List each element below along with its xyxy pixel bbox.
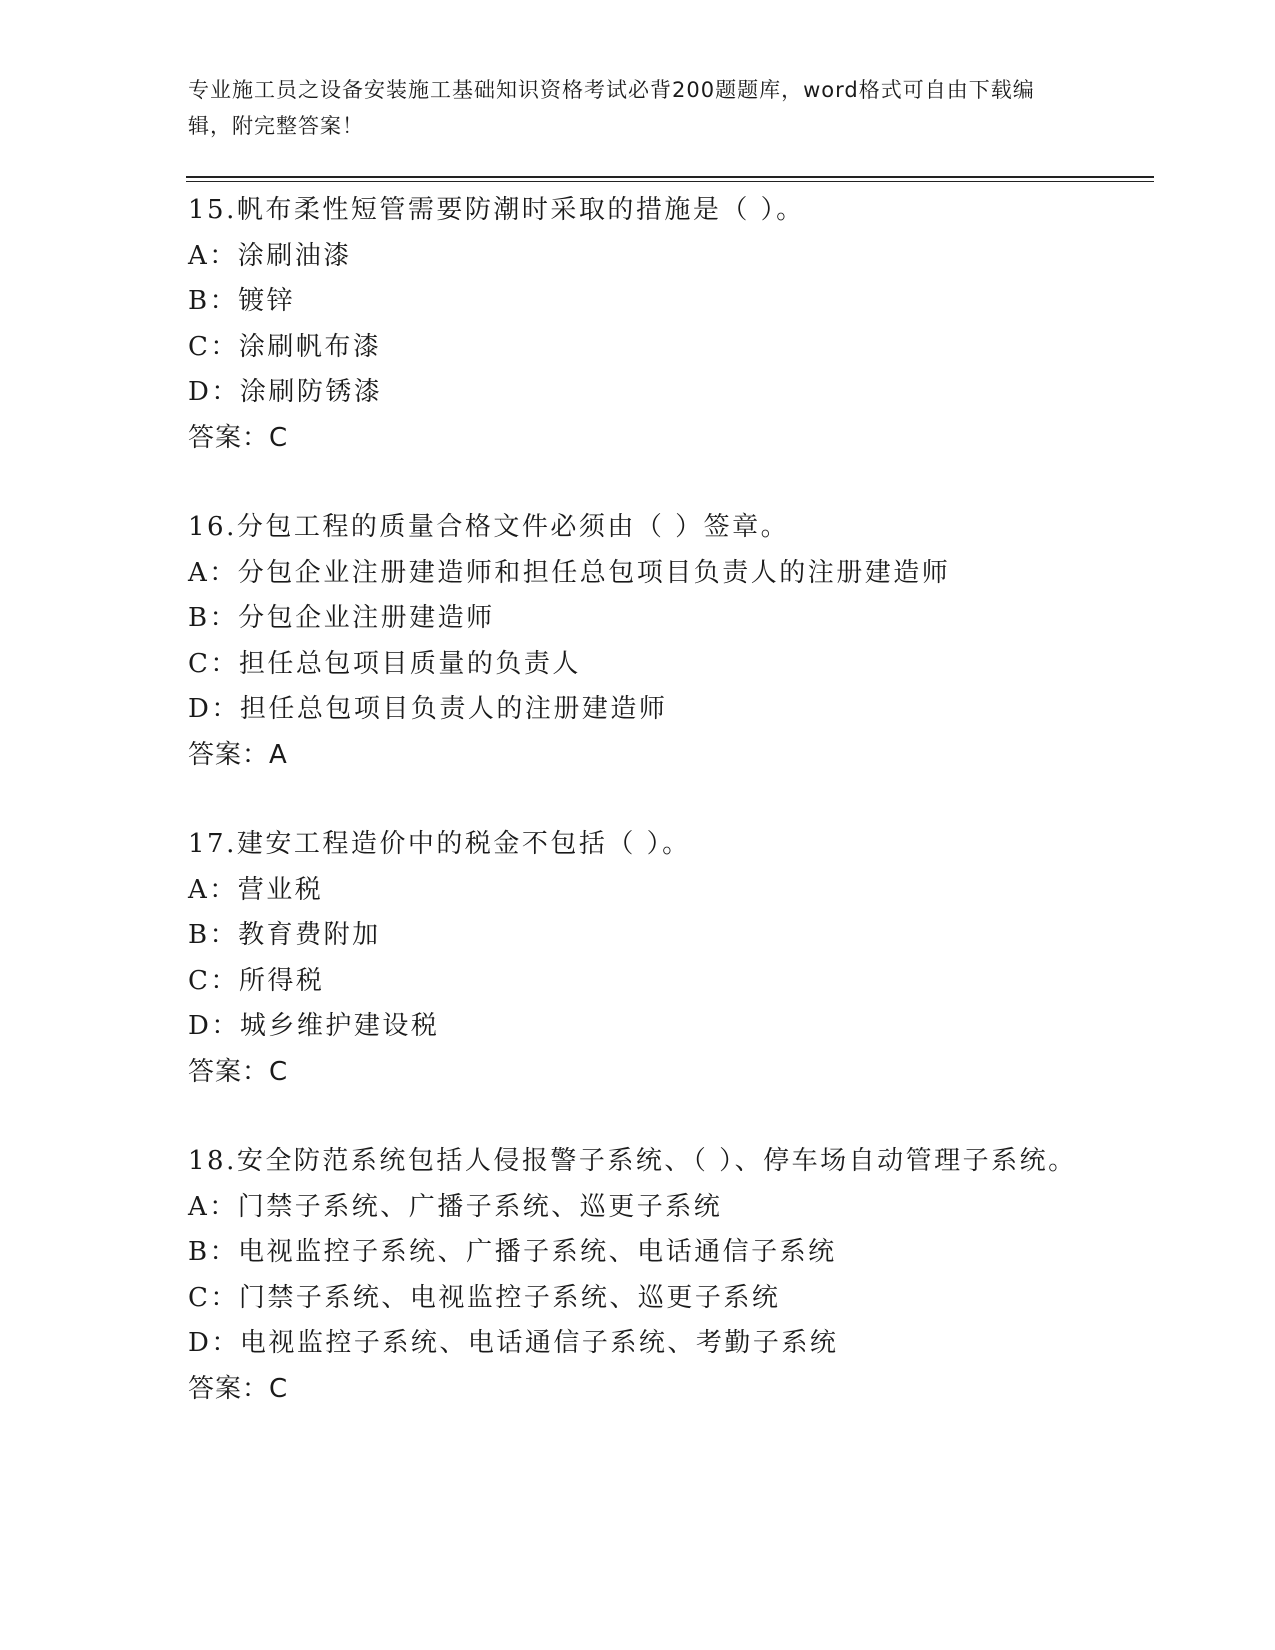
option-b: B：分包企业注册建造师 (188, 603, 495, 633)
answer-line: 答案：C (188, 422, 289, 453)
option-a: A：涂刷油漆 (188, 240, 352, 271)
question-17 (188, 822, 1088, 1095)
answer-line: 答案：A (188, 739, 288, 770)
option-a: A：门禁子系统、广播子系统、巡更子系统 (188, 1191, 723, 1222)
question-stem: 16.分包工程的质量合格文件必须由（ ）签章。 (188, 512, 790, 542)
question-15 (188, 188, 1088, 461)
option-c: C：涂刷帆布漆 (188, 331, 382, 362)
question-16 (188, 505, 1088, 778)
question-stem: 18.安全防范系统包括人侵报警子系统、（ ）、停车场自动管理子系统。 (188, 1146, 1077, 1176)
option-b: B：电视监控子系统、广播子系统、电话通信子系统 (188, 1237, 837, 1267)
document-header: 专业施工员之设备安装施工基础知识资格考试必背200题题库，word格式可自由下载编辑，附完整答案！ (188, 78, 1035, 138)
option-a: A：分包企业注册建造师和担任总包项目负责人的注册建造师 (188, 557, 951, 588)
option-c: C：门禁子系统、电视监控子系统、巡更子系统 (188, 1282, 781, 1313)
answer-line: 答案：C (188, 1056, 289, 1087)
option-b: B：镀锌 (188, 286, 296, 316)
question-18 (188, 1139, 1088, 1412)
question-list (188, 188, 1088, 1456)
answer-line: 答案：C (188, 1373, 289, 1404)
option-d: D：担任总包项目负责人的注册建造师 (188, 694, 668, 724)
option-d: D：电视监控子系统、电话通信子系统、考勤子系统 (188, 1328, 839, 1358)
option-d: D：涂刷防锈漆 (188, 377, 383, 407)
option-b: B：教育费附加 (188, 920, 381, 950)
option-c: C：担任总包项目质量的负责人 (188, 648, 581, 679)
option-a: A：营业税 (188, 874, 324, 905)
header-divider (186, 176, 1154, 182)
question-stem: 15.帆布柔性短管需要防潮时采取的措施是（ ）。 (188, 195, 805, 225)
option-d: D：城乡维护建设税 (188, 1011, 440, 1041)
question-stem: 17.建安工程造价中的税金不包括（ ）。 (188, 829, 691, 859)
option-c: C：所得税 (188, 965, 325, 996)
